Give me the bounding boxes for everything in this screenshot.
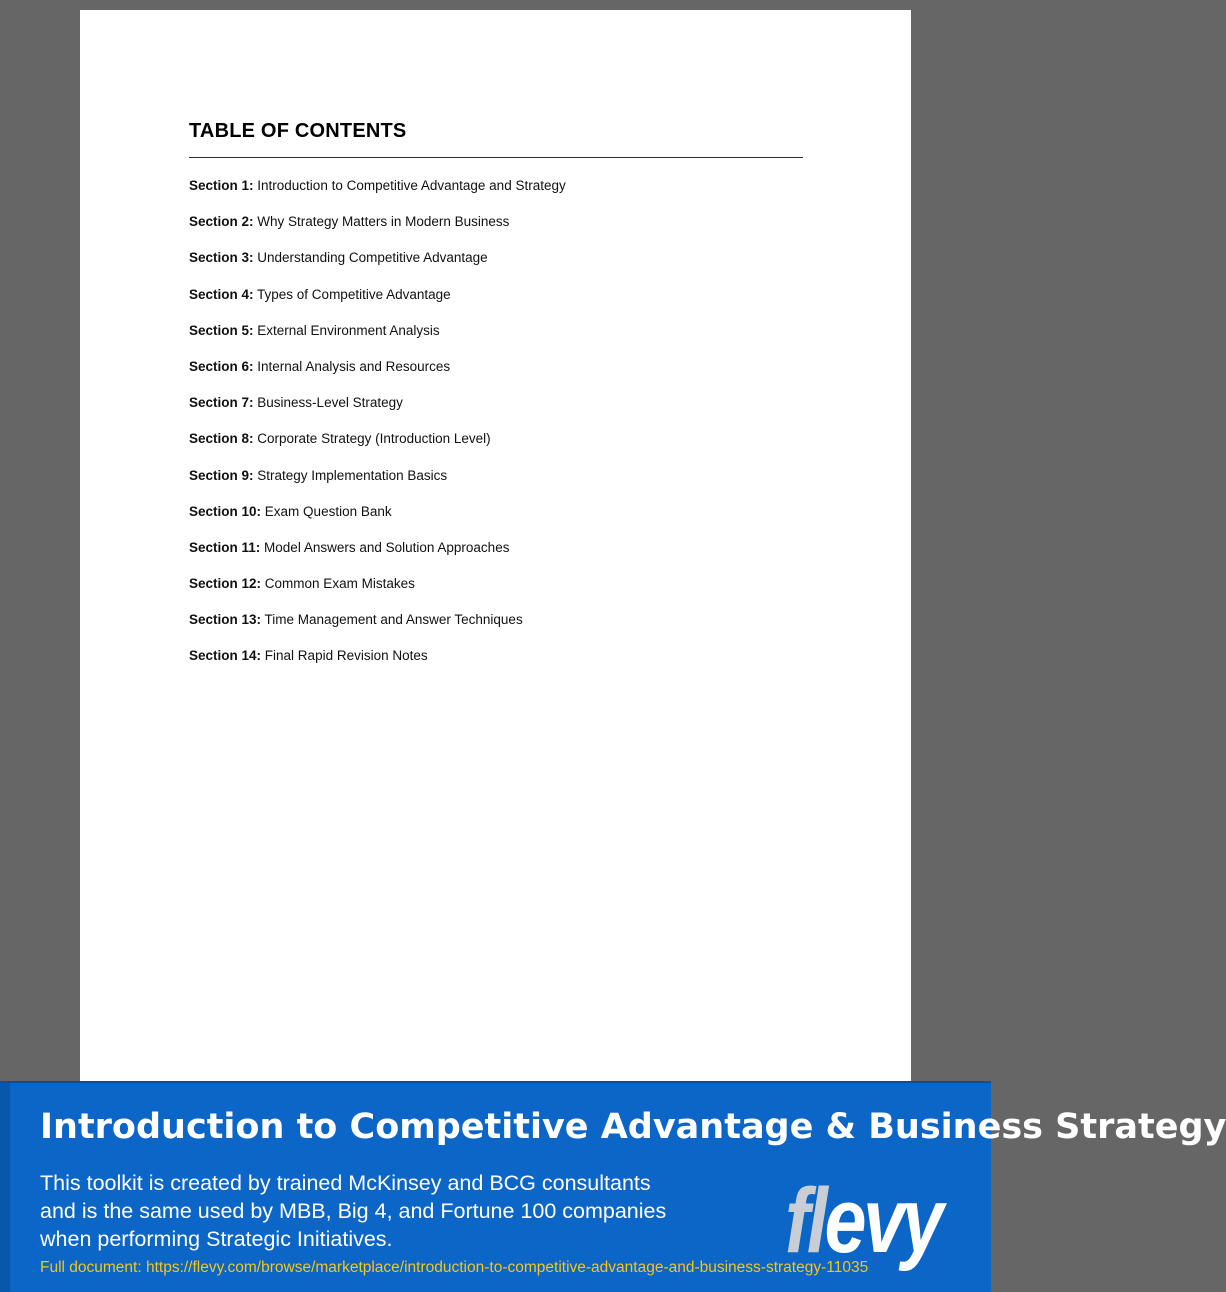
toc-item [189, 214, 566, 250]
toc-item-text: Business-Level Strategy [257, 395, 403, 411]
banner-title: Introduction to Competitive Advantage & Business Strategy [40, 1107, 1226, 1147]
toc-item [189, 612, 566, 648]
toc-item-number: Section 11: [189, 539, 261, 555]
toc-item-text: Strategy Implementation Basics [257, 467, 448, 483]
toc-item-number: Section 13: [189, 612, 262, 628]
toc-item-text: Model Answers and Solution Approaches [264, 539, 510, 555]
toc-list [189, 178, 566, 685]
toc-item-number: Section 5: [189, 322, 254, 338]
toc-item-text: Understanding Competitive Advantage [257, 250, 488, 266]
toc-item-number: Section 8: [189, 431, 254, 447]
toc-item-text: Corporate Strategy (Introduction Level) [257, 431, 491, 447]
toc-item-number: Section 12: [189, 576, 262, 592]
flevy-logo-part2: evy [824, 1170, 941, 1272]
toc-item [189, 540, 566, 576]
toc-item [189, 431, 566, 467]
toc-item-text: Time Management and Answer Techniques [264, 612, 523, 628]
toc-divider [189, 157, 803, 158]
toc-item [189, 648, 566, 684]
toc-item-number: Section 2: [189, 214, 254, 230]
toc-item [189, 323, 566, 359]
toc-item-text: Exam Question Bank [264, 503, 392, 519]
toc-item-text: Common Exam Mistakes [264, 576, 415, 592]
flevy-logo-part1: fl [785, 1170, 825, 1272]
toc-item [189, 576, 566, 612]
toc-item-number: Section 10: [189, 503, 262, 519]
toc-item-number: Section 3: [189, 250, 254, 266]
toc-item-number: Section 1: [189, 178, 254, 193]
flevy-logo[interactable] [785, 1171, 941, 1271]
toc-item-number: Section 7: [189, 395, 254, 411]
toc-item [189, 178, 566, 214]
promo-banner [0, 1081, 1226, 1292]
banner-description: This toolkit is created by trained McKinsey and BCG consultants and is the same used by MBB, Big 4, and Fortune 100 companies when performing Strategic Initiatives. [40, 1171, 667, 1251]
toc-item-number: Section 14: [189, 648, 262, 664]
toc-item [189, 359, 566, 395]
toc-item-number: Section 9: [189, 467, 254, 483]
toc-item-text: Internal Analysis and Resources [257, 358, 451, 374]
banner-edge [0, 1083, 10, 1292]
full-document-link[interactable]: Full document: https://flevy.com/browse/marketplace/introduction-to-competitive-advantage-and-business-strategy-11035 [40, 1259, 869, 1276]
toc-item-text: Introduction to Competitive Advantage and Strategy [257, 178, 566, 193]
toc-item-text: External Environment Analysis [257, 322, 440, 338]
toc-item [189, 504, 566, 540]
toc-item [189, 250, 566, 286]
toc-item-number: Section 6: [189, 358, 254, 374]
toc-item-text: Types of Competitive Advantage [257, 286, 451, 302]
toc-item [189, 287, 566, 323]
toc-item [189, 468, 566, 504]
toc-item-number: Section 4: [189, 286, 254, 302]
toc-item [189, 395, 566, 431]
toc-item-text: Final Rapid Revision Notes [264, 648, 428, 664]
document-page [80, 10, 911, 1090]
toc-item-text: Why Strategy Matters in Modern Business [257, 214, 510, 230]
toc-title: TABLE OF CONTENTS [189, 120, 407, 142]
